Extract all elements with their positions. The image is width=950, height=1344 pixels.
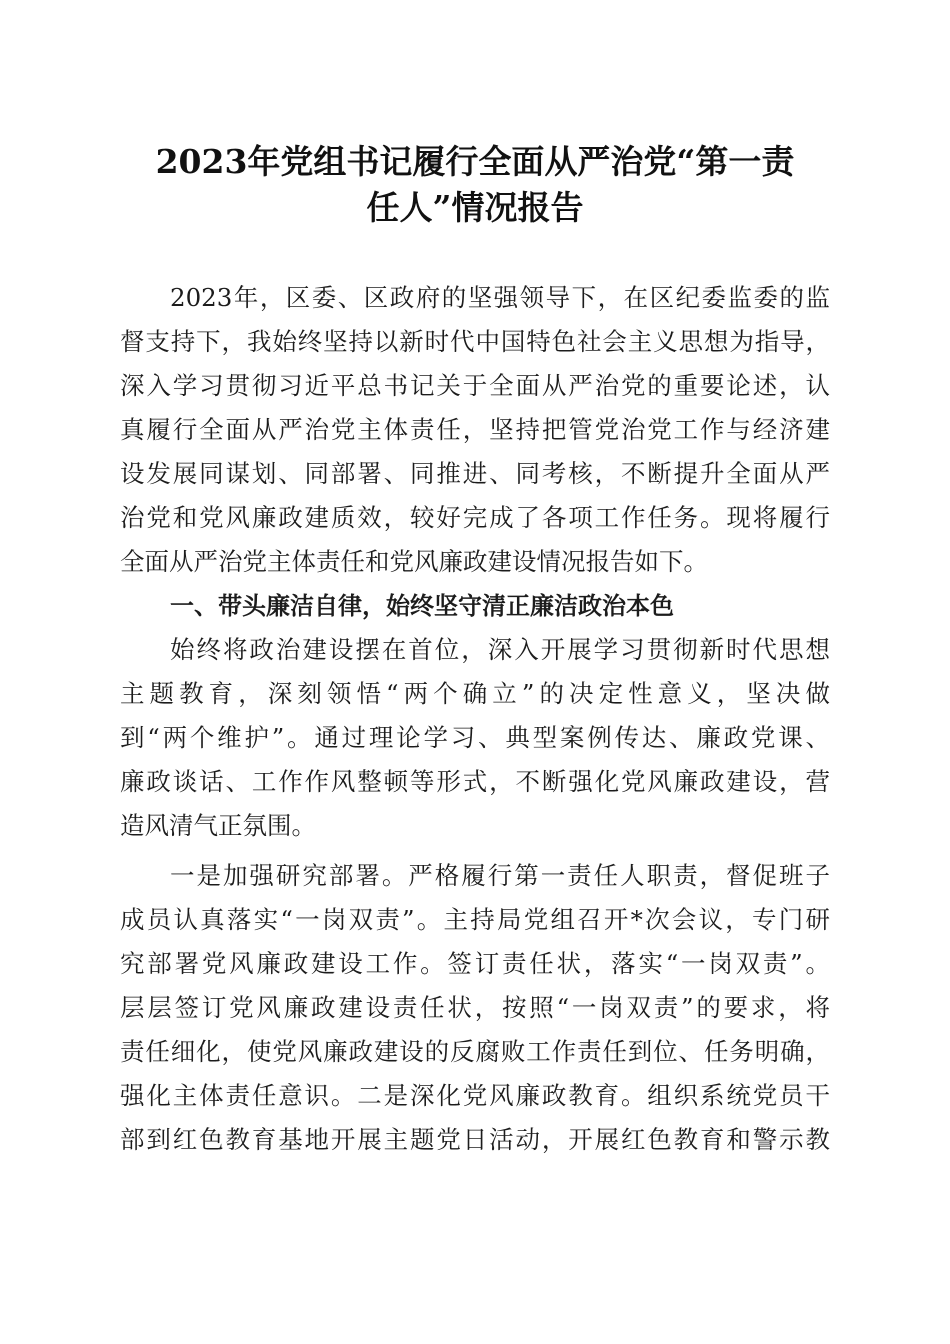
intro-line-4: 真履行全面从严治党主体责任，坚持把管党治党工作与经济建: [120, 415, 830, 444]
section-1-para-line-3: 到“两个维护”。通过理论学习、典型案例传达、廉政党课、: [120, 723, 830, 752]
section-1-para2-line-7: 部到红色教育基地开展主题党日活动，开展红色教育和警示教: [120, 1125, 830, 1154]
section-1-para-line-4: 廉政谈话、工作作风整顿等形式，不断强化党风廉政建设，营: [120, 767, 830, 796]
section-1-heading: 一、带头廉洁自律，始终坚守清正廉洁政治本色: [170, 592, 674, 620]
intro-line-2: 督支持下，我始终坚持以新时代中国特色社会主义思想为指导，: [120, 327, 830, 356]
section-1-para2-line-5: 责任细化，使党风廉政建设的反腐败工作责任到位、任务明确，: [120, 1037, 830, 1066]
intro-line-7: 全面从严治党主体责任和党风廉政建设情况报告如下。: [120, 547, 708, 576]
section-1-para2-line-4: 层层签订党风廉政建设责任状，按照“一岗双责”的要求，将: [120, 993, 830, 1022]
intro-line-1: 2023年，区委、区政府的坚强领导下，在区纪委监委的监: [170, 283, 830, 312]
section-1-para2-line-1: 一是加强研究部署。严格履行第一责任人职责，督促班子: [170, 861, 830, 890]
intro-line-6: 治党和党风廉政建质效，较好完成了各项工作任务。现将履行: [120, 503, 830, 532]
intro-line-5: 设发展同谋划、同部署、同推进、同考核，不断提升全面从严: [120, 459, 830, 488]
document-title-line-2: 任人”情况报告: [366, 188, 584, 227]
section-1-para2-line-2: 成员认真落实“一岗双责”。主持局党组召开*次会议，专门研: [120, 905, 830, 934]
section-1-para2-line-3: 究部署党风廉政建设工作。签订责任状，落实“一岗双责”。: [120, 949, 830, 978]
section-1-para-line-1: 始终将政治建设摆在首位，深入开展学习贯彻新时代思想: [170, 635, 830, 664]
document-title-line-1: 2023年党组书记履行全面从严治党“第一责: [155, 142, 795, 181]
section-1-para-line-5: 造风清气正氛围。: [120, 811, 316, 840]
intro-line-3: 深入学习贯彻习近平总书记关于全面从严治党的重要论述，认: [120, 371, 830, 400]
section-1-para2-line-6: 强化主体责任意识。二是深化党风廉政教育。组织系统党员干: [120, 1081, 830, 1110]
section-1-para-line-2: 主题教育，深刻领悟“两个确立”的决定性意义，坚决做: [120, 679, 830, 708]
